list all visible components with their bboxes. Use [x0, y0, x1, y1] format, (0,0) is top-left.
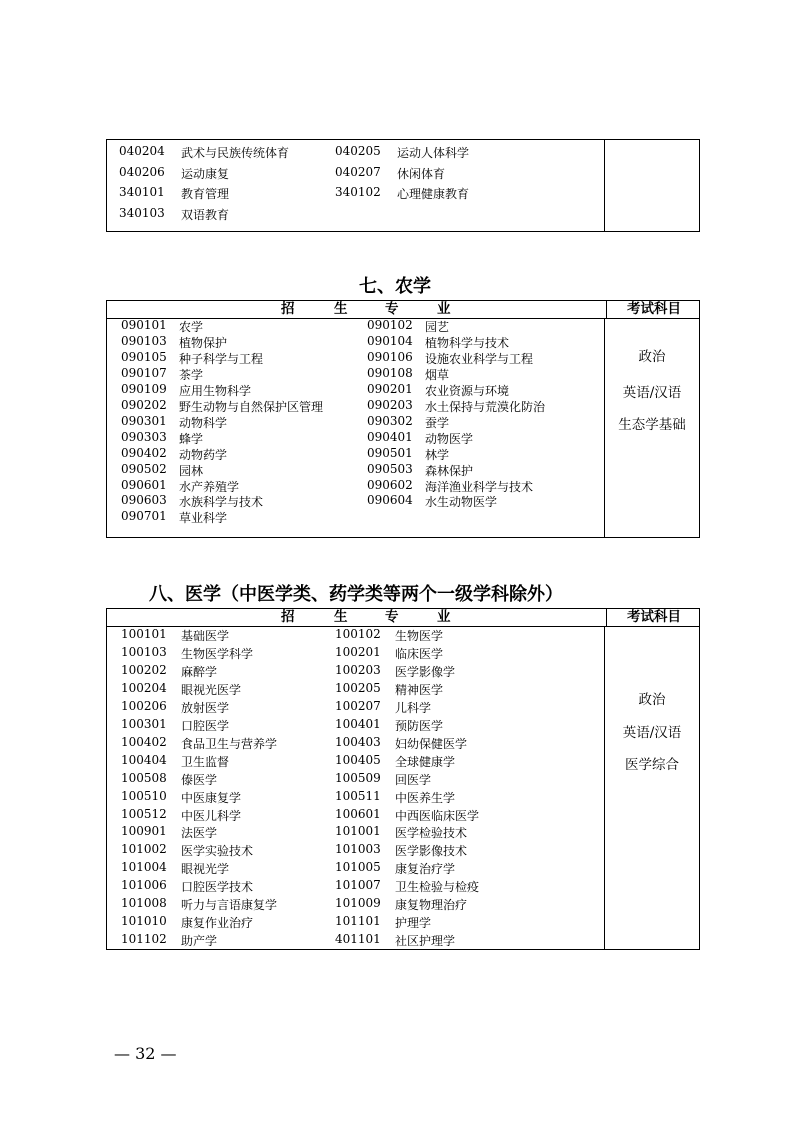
major-name: 眼视光医学 — [181, 682, 242, 697]
major-code: 090103 — [121, 333, 167, 348]
major-code: 040205 — [335, 144, 381, 158]
major-code: 340102 — [335, 185, 381, 200]
major-code: 100508 — [121, 770, 167, 785]
major-name: 植物科学与技术 — [425, 335, 510, 350]
exam-subject: 生态学基础 — [618, 417, 686, 433]
major-name: 傣医学 — [181, 772, 218, 787]
major-name: 烟草 — [425, 367, 450, 382]
major-name: 野生动物与自然保护区管理 — [179, 399, 324, 414]
major-name: 蚕学 — [425, 415, 450, 430]
major-name: 精神医学 — [395, 682, 444, 697]
major-code: 090602 — [367, 477, 413, 492]
header-exam-subjects: 考试科目 — [627, 301, 681, 317]
major-code: 100901 — [121, 824, 167, 839]
major-name: 法医学 — [181, 826, 218, 841]
major-name: 生物医学 — [395, 629, 444, 643]
major-name: 中西医临床医学 — [395, 808, 480, 823]
major-name: 农学 — [179, 320, 204, 334]
major-name: 种子科学与工程 — [179, 351, 264, 366]
major-name: 卫生监督 — [181, 754, 230, 769]
header-char: 业 — [437, 301, 451, 317]
major-code: 340103 — [119, 205, 165, 220]
table-section-7 — [106, 300, 700, 538]
major-code: 100201 — [335, 644, 381, 659]
major-code: 090603 — [121, 493, 167, 508]
major-name: 康复作业治疗 — [181, 916, 254, 931]
major-name: 麻醉学 — [181, 664, 218, 679]
major-code: 100404 — [121, 752, 167, 767]
page-number: — 32 — — [114, 1044, 177, 1063]
major-code: 100207 — [335, 698, 381, 713]
major-code: 090106 — [367, 349, 413, 364]
major-name: 园林 — [179, 463, 204, 478]
major-name: 生物医学科学 — [181, 646, 254, 661]
header-char: 业 — [437, 609, 451, 625]
major-code: 090202 — [121, 397, 167, 412]
major-code: 090401 — [367, 429, 413, 444]
major-name: 医学检验技术 — [395, 826, 468, 841]
major-name: 临床医学 — [395, 646, 444, 661]
major-code: 100101 — [121, 627, 167, 641]
major-name: 水土保持与荒漠化防治 — [425, 399, 546, 414]
exam-subject: 医学综合 — [625, 757, 679, 773]
major-name: 运动康复 — [181, 166, 230, 181]
major-name: 应用生物科学 — [179, 383, 252, 398]
major-code: 100509 — [335, 770, 381, 785]
major-name: 食品卫生与营养学 — [181, 736, 278, 751]
major-code: 340101 — [119, 185, 165, 200]
major-code: 090107 — [121, 365, 167, 380]
exam-subject: 政治 — [638, 349, 666, 365]
header-exam-subjects: 考试科目 — [627, 609, 681, 625]
major-code: 090604 — [367, 493, 413, 508]
major-code: 101009 — [335, 896, 381, 911]
major-code: 090601 — [121, 477, 167, 492]
major-code: 090109 — [121, 381, 167, 396]
major-code: 100402 — [121, 734, 167, 749]
major-code: 100102 — [335, 627, 381, 641]
major-name: 医学影像技术 — [395, 844, 468, 859]
major-name: 眼视光学 — [181, 862, 230, 877]
major-code: 100510 — [121, 788, 167, 803]
major-code: 101007 — [335, 878, 381, 893]
major-code: 040206 — [119, 164, 165, 179]
major-code: 101001 — [335, 824, 381, 839]
major-code: 090301 — [121, 413, 167, 428]
major-code: 100301 — [121, 716, 167, 731]
major-name: 草业科学 — [179, 511, 228, 526]
major-code: 101005 — [335, 860, 381, 875]
major-name: 中医康复学 — [181, 790, 242, 805]
major-code: 101102 — [121, 932, 167, 947]
major-code: 101008 — [121, 896, 167, 911]
major-code: 090108 — [367, 365, 413, 380]
section-7-title: 七、农学 — [359, 276, 431, 297]
major-code: 100403 — [335, 734, 381, 749]
major-code: 090502 — [121, 461, 167, 476]
major-name: 水生动物医学 — [425, 495, 498, 510]
major-code: 090402 — [121, 445, 167, 460]
major-name: 农业资源与环境 — [425, 383, 510, 398]
major-name: 水产养殖学 — [179, 479, 240, 494]
major-code: 100103 — [121, 644, 167, 659]
header-char: 生 — [334, 301, 348, 317]
major-name: 运动人体科学 — [397, 146, 470, 160]
major-code: 100405 — [335, 752, 381, 767]
major-name: 卫生检验与检疫 — [395, 880, 480, 895]
major-name: 休闲体育 — [397, 166, 446, 181]
major-name: 植物保护 — [179, 335, 228, 350]
major-code: 100205 — [335, 680, 381, 695]
header-char: 生 — [334, 609, 348, 625]
major-code: 090201 — [367, 381, 413, 396]
major-code: 101006 — [121, 878, 167, 893]
major-code: 100601 — [335, 806, 381, 821]
major-name: 心理健康教育 — [397, 187, 470, 202]
table-section-6-body — [107, 140, 607, 231]
major-code: 090701 — [121, 509, 167, 524]
major-code: 401101 — [335, 932, 381, 947]
major-name: 茶学 — [179, 367, 204, 382]
table-section-7-body — [107, 301, 607, 537]
major-name: 全球健康学 — [395, 754, 456, 769]
major-code: 100512 — [121, 806, 167, 821]
major-name: 武术与民族传统体育 — [181, 146, 290, 160]
major-name: 预防医学 — [395, 718, 444, 733]
major-name: 动物科学 — [179, 415, 228, 430]
major-code: 090503 — [367, 461, 413, 476]
major-name: 儿科学 — [395, 700, 432, 715]
exam-subjects-cell — [604, 318, 699, 537]
exam-subjects-cell — [604, 140, 699, 231]
major-code: 040204 — [119, 144, 165, 158]
header-char: 招 — [281, 301, 295, 317]
major-code: 100204 — [121, 680, 167, 695]
table-section-8-body — [107, 609, 607, 949]
major-name: 康复物理治疗 — [395, 898, 468, 913]
major-name: 口腔医学技术 — [181, 880, 254, 895]
major-code: 090105 — [121, 349, 167, 364]
major-name: 助产学 — [181, 934, 218, 949]
major-name: 基础医学 — [181, 629, 230, 643]
major-name: 园艺 — [425, 320, 450, 334]
major-name: 动物医学 — [425, 431, 474, 446]
header-char: 专 — [385, 609, 399, 625]
major-name: 听力与言语康复学 — [181, 898, 278, 913]
major-name: 康复治疗学 — [395, 862, 456, 877]
major-code: 101004 — [121, 860, 167, 875]
major-name: 护理学 — [395, 916, 432, 931]
major-name: 设施农业科学与工程 — [425, 351, 534, 366]
major-name: 医学实验技术 — [181, 844, 254, 859]
exam-subject: 英语/汉语 — [622, 385, 682, 401]
major-code: 100511 — [335, 788, 381, 803]
exam-subject: 英语/汉语 — [622, 725, 682, 741]
major-code: 090501 — [367, 445, 413, 460]
major-code: 101101 — [335, 914, 381, 929]
major-code: 090203 — [367, 397, 413, 412]
major-code: 090303 — [121, 429, 167, 444]
header-char: 专 — [385, 301, 399, 317]
header-char: 招 — [281, 609, 295, 625]
major-code: 100401 — [335, 716, 381, 731]
major-name: 动物药学 — [179, 447, 228, 462]
major-name: 森林保护 — [425, 463, 474, 478]
major-name: 医学影像学 — [395, 664, 456, 679]
exam-subject: 政治 — [638, 692, 666, 708]
major-code: 090104 — [367, 333, 413, 348]
major-name: 社区护理学 — [395, 934, 456, 949]
major-code: 100202 — [121, 662, 167, 677]
major-code: 101003 — [335, 842, 381, 857]
major-name: 回医学 — [395, 772, 432, 787]
major-name: 林学 — [425, 447, 450, 462]
major-code: 090101 — [121, 318, 167, 332]
major-name: 放射医学 — [181, 700, 230, 715]
major-name: 妇幼保健医学 — [395, 736, 468, 751]
major-name: 水族科学与技术 — [179, 495, 264, 510]
major-name: 中医养生学 — [395, 790, 456, 805]
major-name: 双语教育 — [181, 207, 230, 222]
table-section-8 — [106, 608, 700, 950]
major-code: 100206 — [121, 698, 167, 713]
major-code: 040207 — [335, 164, 381, 179]
major-name: 海洋渔业科学与技术 — [425, 479, 534, 494]
section-8-title: 八、医学（中医学类、药学类等两个一级学科除外） — [149, 584, 563, 605]
major-code: 101002 — [121, 842, 167, 857]
major-code: 090102 — [367, 318, 413, 332]
major-name: 中医儿科学 — [181, 808, 242, 823]
major-code: 100203 — [335, 662, 381, 677]
major-code: 101010 — [121, 914, 167, 929]
table-section-6 — [106, 139, 700, 232]
major-name: 蜂学 — [179, 431, 204, 446]
exam-subjects-cell — [604, 626, 699, 949]
major-name: 教育管理 — [181, 187, 230, 202]
major-code: 090302 — [367, 413, 413, 428]
major-name: 口腔医学 — [181, 718, 230, 733]
